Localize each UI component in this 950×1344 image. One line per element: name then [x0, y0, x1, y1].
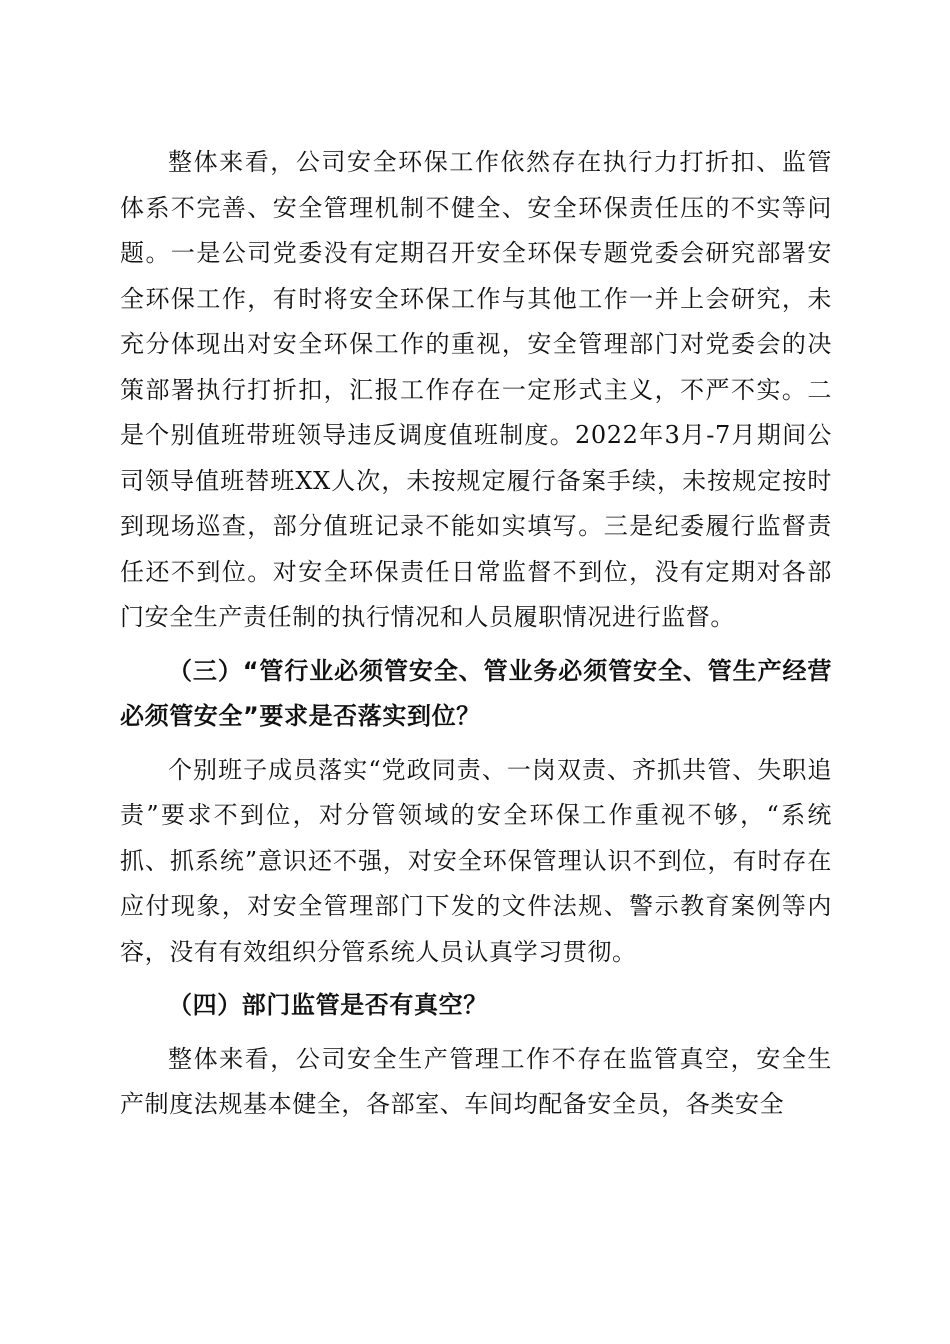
section-heading-3: （三）“管行业必须管安全、管业务必须管安全、管生产经营必须管安全”要求是否落实到位？	[120, 656, 832, 730]
paragraph-leadership-responsibility: 个别班子成员落实“党政同责、一岗双责、齐抓共管、失职追责”要求不到位，对分管领域的安全环保工作重视不够，“系统抓、抓系统”意识还不强，对安全环保管理认识不到位，有时存在应付现象，对安全管理部门下发的文件法规、警示教育案例等内容，没有有效组织分管系统人员认真学习贯彻。	[120, 755, 832, 966]
section-heading-4: （四）部门监管是否有真空？	[168, 991, 488, 1019]
paragraph-overall-safety-issues: 整体来看，公司安全环保工作依然存在执行力打折扣、监管体系不完善、安全管理机制不健全、安全环保责任压的不实等问题。一是公司党委没有定期召开安全环保专题党委会研究部署安全环保工作，有时将安全环保工作与其他工作一并上会研究，未充分体现出对安全环保工作的重视，安全管理部门对党委会的决策部署执行打折扣，汇报工作存在一定形式主义，不严不实。二是个别值班带班领导违反调度值班制度。2022年3月-7月期间公司领导值班替班XX人次，未按规定履行备案手续，未按规定按时到现场巡查，部分值班记录不能如实填写。三是纪委履行监督责任还不到位。对安全环保责任日常监督不到位，没有定期对各部门安全生产责任制的执行情况和人员履职情况进行监督。	[120, 148, 832, 631]
paragraph-department-supervision: 整体来看，公司安全生产管理工作不存在监管真空，安全生产制度法规基本健全，各部室、车间均配备安全员，各类安全	[120, 1044, 832, 1118]
document-body	[120, 140, 832, 1128]
